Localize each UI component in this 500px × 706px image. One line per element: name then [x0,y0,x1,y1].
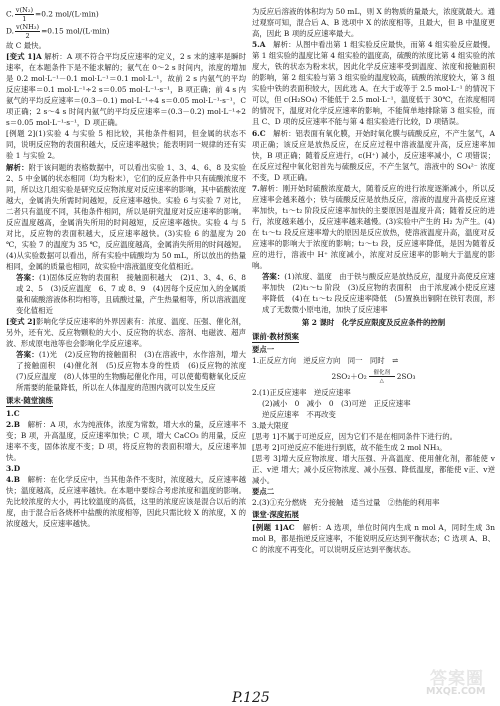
section-title-practice: 课末·随堂演练 [6,395,53,407]
think-2: [思考 2]可逆反应不能进行到底，故不能生成 2 mol NH₃。 [252,442,447,452]
example-2-question: [例题 2](1)实验 4 与实验 5 相比较，其他条件相同，但金属的状态不同，说明反应物的表面积越大，反应速率越快；能表明同一规律的还有实验 1 与实验 2。 [6,129,246,161]
item-3: 3.D [6,463,21,473]
page-number: P.125 [232,690,270,706]
example-1: [例题 1]AC 解析：A 选项，单位时间内生成 n mol A，同时生成 3n mol B，都是指逆反应速率，不能说明反应达到平衡状态；C 选项 A、B、C 的浓度不再变化，可以说明反应达到平衡状态。 [252,523,495,555]
item-5: 5.A 解析：从图中看出第 1 组实验反应最快，而第 4 组实验反应最慢。第 1 组实验的温度比第 4 组实验的温度高，硫酸的浓度比第 4 组实验的浓度大，铁的状态为粉末状，因此化学反应速率受到温度、浓度和接触面积的影响，第 2 组实验与第 3 组实验的温度较高，硫酸的浓度较大，第 3 组实验中铁的表面积较大，因此选 A。在大于或等于 2.5 mol·L⁻¹ 的情况下可以，但 c(H₂SO₄) 不能低于 2.5 mol·L⁻¹，温度低于 30℃，在浓度相同的情况下，温度对化学反应速率的影响，不能简单地排除第 3 组实验，而且 C、D 项的反应速率不能与第 4 组实验进行比较，D 项错误。 [252,40,495,127]
key-line-3: (2)减小 0 减小 0 (3)可逆 正反应速率 [262,398,411,408]
section-title-preview: 课前·教材预案 [252,331,299,343]
item-1: 1.C [6,408,20,418]
watermark-url: MXQE.COM [426,686,486,697]
variant-2-answer: 答案：(1)光 (2)反应物的接触面积 (3)在溶液中，水作溶剂，增大了接触面积 (4)催化剂 (5)反应物本身的性质 (6)反应物的浓度 (7)反应温度 (8)人体里的生物酶起催化作用，可以使葡萄糖氧化反应所需要的能量降低，所以在人体温度的范围内就可以发生反应 [16,350,254,393]
reaction-equation: 2SO₂＋O₂ 催化剂 △ 2SO₃ [331,369,416,384]
key-line-6: 2.(3)①充分燃烧 充分接触 适当过量 ②热能的利用率 [252,497,440,507]
variant-1: [变式 1]A 解析：A 项不符合平均反应速率的定义，2 s 末的速率是瞬时速率，在本题条件下是不能求解的；氨气在 0～2 s 时间内，浓度的增加是 0.2 mol·L⁻¹－0.1 mol·L⁻¹＝0.1 mol·L⁻¹，故前 2 s 内氨气的平均反应速率＝0.1 mol·L⁻¹÷2 s＝0.05 mol·L⁻¹·s⁻¹，B 项正确；前 4 s 内氨气的平均反应速率＝(0.3－0.1) mol·L⁻¹÷4 s＝0.05 mol·L⁻¹·s⁻¹，C 项正确；2 s～4 s 时间内氨气的平均反应速率＝(0.3－0.2) mol·L⁻¹÷2 s＝0.05 mol·L⁻¹·s⁻¹，D 项正确。 [6,52,246,128]
answer-line: 故 C 最快。 [6,41,46,50]
item-4: 4.B 解析：在化学反应中，当其他条件不变时，浓度越大，反应速率越快；温度越高，反应速率越快。在本题中要综合考虑浓度和温度的影响。先比较浓度的大小，再比较温度的高低，这里的浓度应该是混合以后的浓度，由于混合后各烧杯中盐酸的浓度相等，因此只需比较 X 的浓度，X 的浓度越大，反应速率越快。 [6,474,246,529]
key-point-2: 要点二 [252,486,275,496]
watermark-logo: 答案圈 [430,669,484,689]
item-4-continued: 为反应后溶液的体积均为 50 mL，则 X 的物质的量最大，浓度就最大。通过观察可知，混合后 A、B 选项中 X 的浓度相等，且最大，但 B 中温度更高，因此 B 项的反应速率最大。 [252,7,495,39]
equation-c: C. $\frac{\text{v(N₂)}}{1}$ =0.2 mol/(L·min) [6,6,99,23]
key-line-5: 3.最大限度 [252,420,289,430]
left-column [6,6,254,529]
item-7-answer: 答案：(1)浓度、温度 由于铁与酸反应是放热反应，温度升高使反应速率加快 (2)t₁～t₂ 阶段 (3)反应物的表面积 由于浓度减小使反应速率降低 (4)在 t₁～t₂ 段反应速率降低 (5)置换出铜附在铁钉表面，形成了无数微小原电池，加快了反应速率 [262,272,495,315]
right-column [252,6,495,555]
key-line-1: 1.正反应方向 逆反应方向 同一 同时 ⇌ [252,356,399,366]
think-3: [思考 3]增大反应物浓度、增大压强、升高温度、使用催化剂，都能使 v正、v逆 增大；减小反应物浓度、减小压强、降低温度，都能使 v正、v逆 减小。 [252,453,495,485]
catalyst-arrow: 催化剂 △ [369,370,395,384]
equation-d: D. $\frac{\text{v(NH₃)}}{2}$ =0.15 mol/(L·min) [6,23,110,40]
item-7: 7.解析：刚开始时硫酸浓度最大，随着反应的进行浓度逐渐减小，所以反应速率会越来越小；铁与硫酸反应是放热反应，溶液的温度升高使反应速率加快，t₁～t₂ 阶段反应速率加快的主要原因是温度升高；随着反应的进行，浓度越来越小，反应速率越来越慢。(3)实验中产生的 H₂ 为产生。(4)在 t₁～t₂ 段反应速率增大的原因是反应放热，使溶液温度升高，温度对反应速率的影响大于浓度的影响；t₂～t₃ 段，反应速率降低，是因为随着反应的进行，溶液中 H⁺ 浓度减小，浓度对反应速率的影响大于温度的影响。 [252,183,495,271]
item-6: 6.C 解析：铝表面有氧化膜，开始时氧化膜与硫酸反应，不产生氢气，A 项正确；该反应是放热反应，在反应过程中溶液温度升高，反应速率加快，B 项正确；随着反应进行，c(H⁺) 减小，反应速率减小，C 项错误；在反应过程中氧化铝首先与硫酸反应，不产生氢气，溶液中的 SO₄²⁻ 浓度不变，D 项正确。 [252,128,495,182]
section-title-extension: 课堂·深度拓展 [252,509,299,521]
fraction-c: $\frac{\text{v(N₂)}}{1}$ [15,6,34,23]
variant-2: [变式 2]影响化学反应速率的外界因素有：浓度、温度、压强、催化剂，另外，还有光、反应物颗粒的大小、反应物的状态、溶剂、电磁波、超声波、形成原电池等也会影响化学反应速率。 [6,317,246,349]
item-2: 2.B 解析：A 项，水为纯液体，浓度为常数，增大水的量，反应速率不变；B 项，升高温度，反应速率加快；C 项，增大 CaCO₃ 的用量，反应速率不变，固体浓度不变；D 项，将反应物的表面积增大，反应速率加快。 [6,419,246,462]
example-2-answer: 答案：(1)固体反应物的表面积 接触面积越大 (2)1、3、4、6、8 或 2、5 (3)反应温度 6、7 或 8、9 (4)因每个反应加入的金属质量和硫酸溶液体积均相等，且硫酸过量，产生热量相等，所以溶液温度变化值相近 [16,272,246,316]
think-1: [思考 1]不属于可逆反应，因为它们不是在相同条件下进行的。 [252,431,457,441]
key-point-1: 要点一 [252,345,275,355]
key-line-4: 逆反应速率 不再改变 [262,409,336,419]
lesson-title: 第 2 课时 化学反应限度及反应条件的控制 [301,318,446,328]
key-line-2: 2.(1)正反应速率 逆反应速率 [252,387,351,397]
example-2-analysis: 解析：附于该问题的表格数据中，可以看出实验 1、3、4、6、8 及实验 2、5 中金属的状态相同（均为粉末），它们的反应条件中只有硫酸浓度不同，所以这几组实验是研究反应物浓度对反应速率的影响，其中硫酸浓度越大，金属消失所需时间越短，反应速率越快。实验 6 与实验 7 对比，二者只有温度不同，其他条件相同，所以是研究温度对反应速率的影响。反应温度越高，金属消失所用的时间越短，反应速率越快。实验 4 与 5 对比，反应物的表面积越大，反应速率越快。(3)实验 6 的温度为 20 ℃，实验 7 的温度为 35 ℃，反应温度越高，金属消失所用的时间越短。(4)从实验数据可以看出，所有实验中硫酸均为 50 mL，所以放出的热量相同，金属的质量也相同，故实验中溶液温度变化值相近。 [6,162,246,271]
fraction-d: $\frac{\text{v(NH₃)}}{2}$ [16,23,40,40]
